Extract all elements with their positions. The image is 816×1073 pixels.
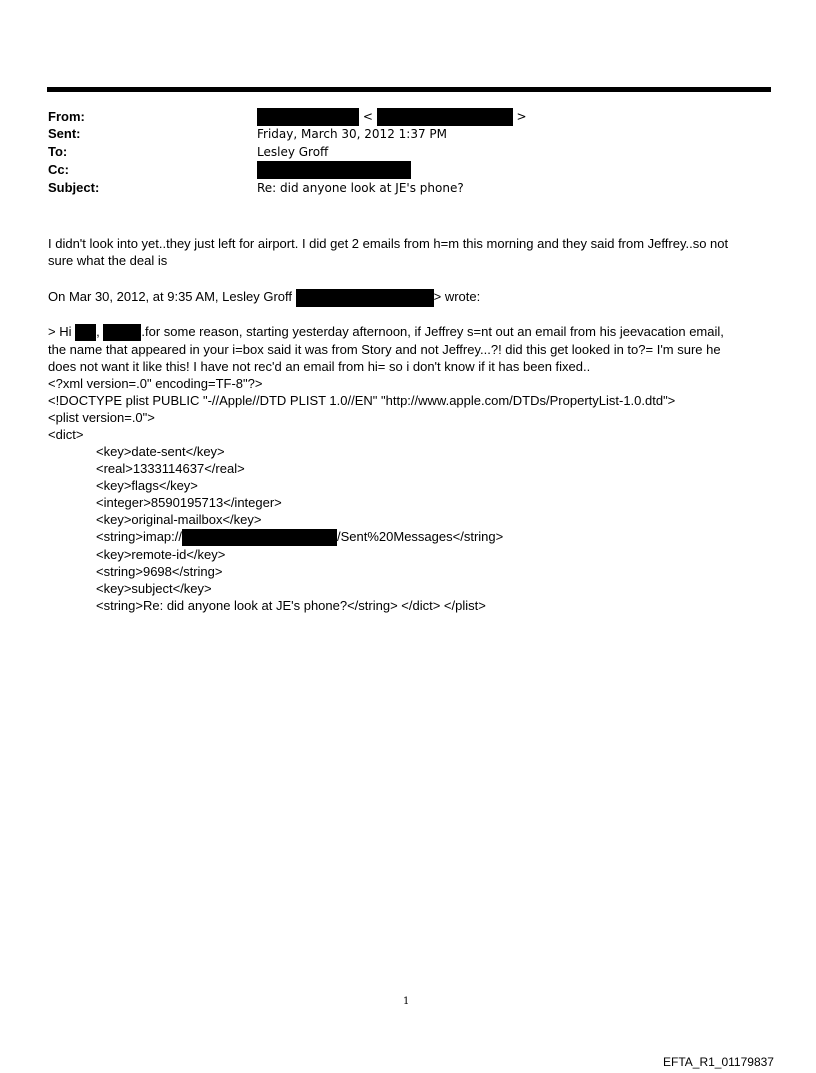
imap-prefix: <string>imap://: [96, 529, 182, 545]
reply-line: I didn't look into yet..they just left for airport. I did get 2 emails from h=m this morning and they said from Jeffrey..so not: [48, 236, 729, 251]
plist-line: <string>Re: did anyone look at JE's phone?</string> </dict> </plist>: [96, 598, 486, 614]
xml-declaration: <?xml version=.0" encoding=TF-8"?>: [48, 376, 263, 392]
redaction-block: [182, 529, 337, 546]
quote-intro: [48, 288, 778, 307]
plist-line: <key>date-sent</key>: [96, 444, 225, 460]
sent-value: Friday, March 30, 2012 1:37 PM: [257, 127, 447, 141]
to-label: To:: [48, 144, 68, 159]
plist-open-line: <plist version=.0">: [48, 410, 155, 426]
header-rule: [47, 87, 771, 92]
dict-open-line: <dict>: [48, 427, 84, 443]
quoted-line: [48, 323, 778, 341]
redaction-block: [377, 108, 513, 126]
subject-label: Subject:: [48, 180, 100, 195]
redaction-block: [257, 108, 359, 126]
page-number: 1: [403, 996, 410, 1007]
plist-line: <key>subject</key>: [96, 581, 212, 597]
sent-label: Sent:: [48, 126, 81, 141]
quote-intro-text: On Mar 30, 2012, at 9:35 AM, Lesley Groff: [48, 289, 293, 304]
quoted-line: does not want it like this! I have not rec'd an email from hi= so i don't know if it has been fixed..: [48, 359, 591, 375]
doctype-line: <!DOCTYPE plist PUBLIC "-//Apple//DTD PLIST 1.0//EN" "http://www.apple.com/DTDs/PropertyList-1.0.dtd">: [48, 393, 676, 409]
plist-line: <key>remote-id</key>: [96, 547, 226, 563]
from-label: From:: [48, 109, 85, 124]
cc-label: Cc:: [48, 162, 69, 177]
quoted-prefix: > Hi: [48, 324, 72, 339]
plist-line: <key>flags</key>: [96, 478, 198, 494]
subject-value: Re: did anyone look at JE's phone?: [257, 181, 464, 195]
plist-line: <string>9698</string>: [96, 564, 223, 580]
bates-number: EFTA_R1_01179837: [663, 1055, 774, 1069]
from-open-bracket: <: [362, 109, 373, 124]
quoted-text: .for some reason, starting yesterday afternoon, if Jeffrey s=nt out an email from his jeevacation email,: [141, 324, 724, 339]
quoted-message: [48, 323, 778, 614]
redaction-block: [103, 324, 141, 341]
redaction-block: [257, 161, 411, 179]
plist-line: <integer>8590195713</integer>: [96, 495, 282, 511]
plist-line: <key>original-mailbox</key>: [96, 512, 262, 528]
quoted-line: the name that appeared in your i=box said it was from Story and not Jeffrey...?! did this get looked in to?= I'm sure he: [48, 342, 721, 358]
quote-intro-text: > wrote:: [433, 289, 481, 304]
from-close-bracket: >: [516, 109, 527, 124]
from-value: [257, 108, 527, 126]
to-value: Lesley Groff: [257, 145, 329, 159]
redaction-block: [75, 324, 96, 341]
reply-line: sure what the deal is: [48, 253, 168, 268]
plist-imap-line: [48, 528, 778, 546]
plist-line: <real>1333114637</real>: [96, 461, 245, 477]
redaction-block: [296, 289, 434, 307]
quoted-comma: ,: [96, 324, 100, 339]
cc-value: [257, 161, 411, 179]
reply-paragraph: [48, 235, 778, 269]
imap-suffix: /Sent%20Messages</string>: [337, 529, 504, 545]
